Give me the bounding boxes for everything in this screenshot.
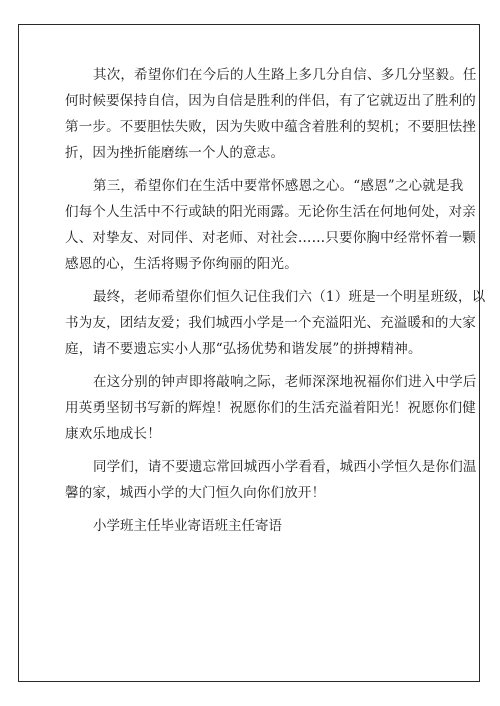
text-line: 第三，希望你们在生活中要常怀感恩之心。“感恩”之心就是我 (93, 178, 464, 194)
text-line: 最终，老师希望你们恒久记住我们六（1）班是一个明星班级，以 (93, 289, 486, 305)
text-line: 何时候要保持自信，因为自信是胜利的伴侣，有了它就迈出了胜利的 (65, 93, 476, 109)
paragraph-class-spirit (65, 284, 486, 362)
text-line: 感恩的心，生活将赐予你绚丽的阳光。 (65, 256, 298, 272)
text-line: 在这分别的钟声即将敲响之际，老师深深地祝福你们进入中学后 (93, 374, 477, 390)
text-line: 人、对挚友、对同伴、对老师、对社会……只要你胸中经常怀着一颗 (65, 230, 476, 246)
text-line: 用英勇坚韧书写新的辉煌！祝愿你们的生活充溢着阳光！祝愿你们健 (65, 400, 476, 416)
text-line: 康欢乐地成长！ (65, 426, 161, 442)
document-body (65, 62, 486, 539)
paragraph-blessing (65, 369, 477, 447)
paragraph-confidence (65, 62, 477, 166)
text-line: 第一步。不要胆怯失败，因为失败中蕴含着胜利的契机；不要胆怯挫 (65, 119, 476, 135)
text-line: 书为友，团结友爱；我们城西小学是一个充溢阳光、充溢暖和的大家 (65, 315, 476, 331)
text-line: 其次，希望你们在今后的人生路上多几分自信、多几分坚毅。任 (93, 67, 477, 83)
paragraph-gratitude (65, 173, 476, 277)
text-line: 折，因为挫折能磨练一个人的意志。 (65, 145, 285, 161)
text-line: 馨的家，城西小学的大门恒久向你们放开！ (65, 485, 326, 501)
text-line: 同学们，请不要遗忘常回城西小学看看，城西小学恒久是你们温 (93, 459, 477, 475)
text-line: 们每个人生活中不行或缺的阳光雨露。无论你生活在何地何处，对亲 (65, 204, 476, 220)
text-line: 庭，请不要遗忘实小人那“弘扬优势和谐发展”的拼搏精神。 (65, 341, 422, 357)
paragraph-come-back (65, 454, 477, 506)
closing-title: 小学班主任毕业寄语班主任寄语 (93, 518, 282, 534)
